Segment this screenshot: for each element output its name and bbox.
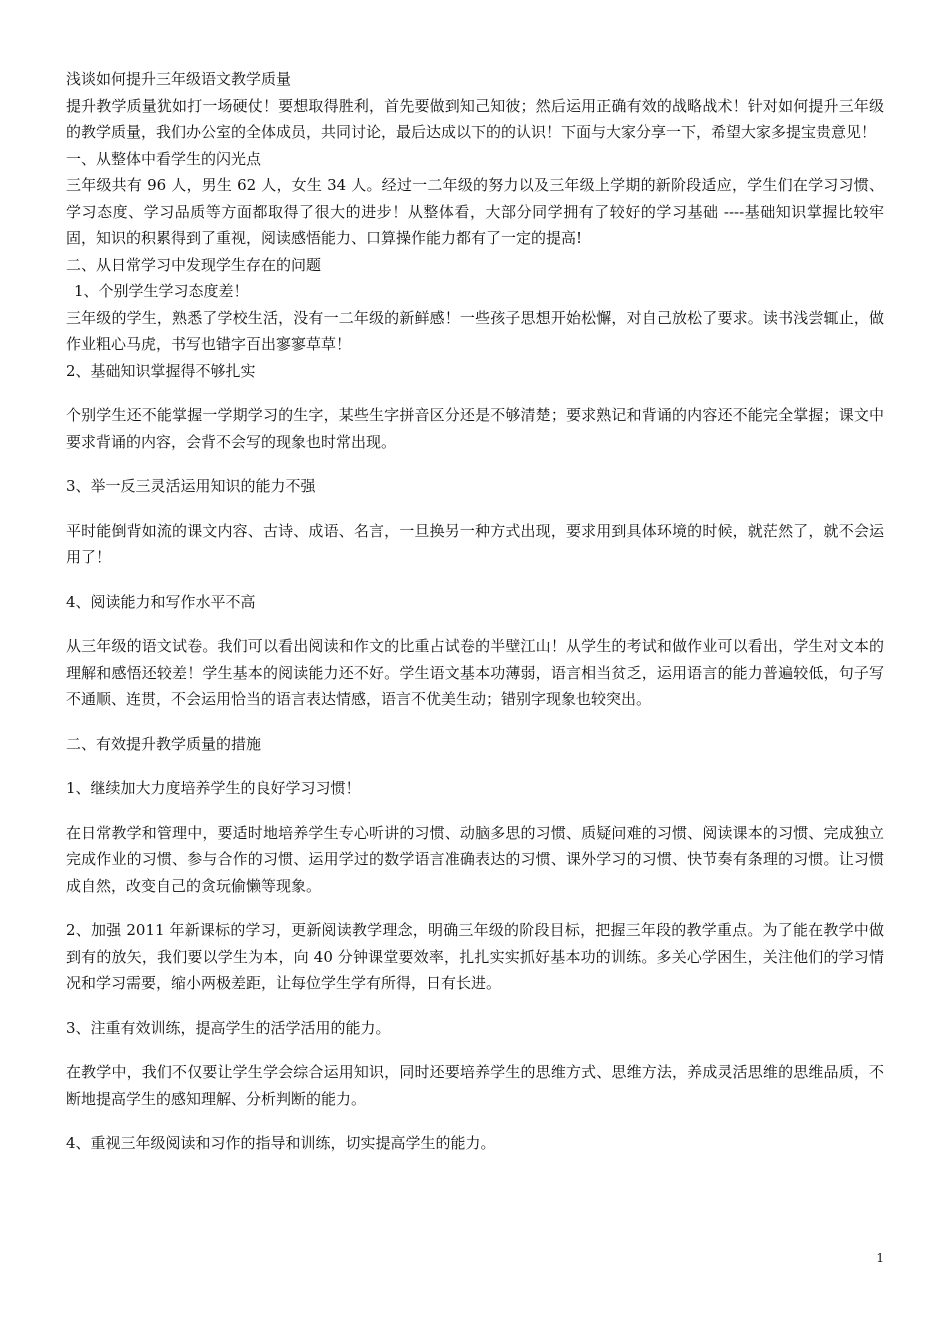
paragraph-habits: 在日常教学和管理中，要适时地培养学生专心听讲的习惯、动脑多思的习惯、质疑问难的习惯、阅读课本的习惯、完成独立完成作业的习惯、参与合作的习惯、运用学过的数学语言准确表达的习惯、课外学习的习惯、快节奏有条理的习惯。让习惯成自然，改变自己的贪玩偷懒等现象。 — [66, 823, 884, 895]
subheading-habits: 1、继续加大力度培养学生的良好学习习惯！ — [66, 779, 361, 797]
section-heading-1: 一、从整体中看学生的闪光点 — [66, 149, 262, 168]
section-heading-2: 二、从日常学习中发现学生存在的问题 — [66, 255, 322, 274]
subheading-basics: 2、基础知识掌握得不够扎实 — [66, 361, 256, 380]
paragraph-basics: 个别学生还不能掌握一学期学习的生字，某些生字拼音区分还是不够清楚；要求熟记和背诵的内容还不能完全掌握；课文中要求背诵的内容，会背不会写的现象也时常出现。 — [66, 406, 884, 451]
subheading-reading-guidance: 4、重视三年级阅读和习作的指导和训练，切实提高学生的能力。 — [66, 1134, 496, 1152]
paragraph-curriculum: 2、加强 2011 年新课标的学习，更新阅读教学理念，明确三年级的阶段目标，把握三年段的教学重点。为了能在教学中做到有的放矢，我们要以学生为本，向 40 分钟课堂要效率，扎扎实实抓好基本功的训练。多关心学困生，关注他们的学习情况和学习需要，缩小两极差距，让每位学生学有所得，日有长进。 — [66, 921, 884, 992]
subheading-reading-writing: 4、阅读能力和写作水平不高 — [66, 592, 256, 611]
document-body — [66, 66, 884, 1157]
paragraph-training: 在教学中，我们不仅要让学生学会综合运用知识，同时还要培养学生的思维方式、思维方法，养成灵活思维的思维品质，不断地提高学生的感知理解、分析判断的能力。 — [66, 1063, 884, 1108]
section-heading-measures: 二、有效提升教学质量的措施 — [66, 734, 262, 753]
document-title: 浅谈如何提升三年级语文教学质量 — [66, 70, 292, 88]
subheading-attitude: 1、个别学生学习态度差！ — [74, 282, 249, 300]
paragraph-reading-writing: 从三年级的语文试卷。我们可以看出阅读和作文的比重占试卷的半壁江山！从学生的考试和做作业可以看出，学生对文本的理解和感悟还较差！学生基本的阅读能力还不好。学生语文基本功薄弱，语言相当贫乏，运用语言的能力普遍较低，句子写不通顺、连贯，不会运用恰当的语言表达情感，语言不优美生动；错别字现象也较突出。 — [66, 637, 884, 708]
paragraph-intro: 提升教学质量犹如打一场硬仗！要想取得胜利，首先要做到知己知彼；然后运用正确有效的战略战术！针对如何提升三年级的教学质量，我们办公室的全体成员，共同讨论，最后达成以下的的认识！下面与大家分享一下，希望大家多提宝贵意见！ — [66, 96, 884, 141]
page-number: 1 — [876, 1251, 884, 1265]
paragraph-overview: 三年级共有 96 人，男生 62 人，女生 34 人。经过一二年级的努力以及三年级上学期的新阶段适应，学生们在学习习惯、学习态度、学习品质等方面都取得了很大的进步！从整体看，大部分同学拥有了较好的学习基础 ----基础知识掌握比较牢固，知识的积累得到了重视，阅读感悟能力、口算操作能力都有了一定的提高! — [66, 176, 884, 247]
paragraph-application: 平时能倒背如流的课文内容、古诗、成语、名言，一旦换另一种方式出现，要求用到具体环境的时候，就茫然了，就不会运用了！ — [66, 521, 884, 566]
paragraph-attitude: 三年级的学生，熟悉了学校生活，没有一二年级的新鲜感！一些孩子思想开始松懈，对自己放松了要求。读书浅尝辄止，做作业粗心马虎，书写也错字百出寥寥草草！ — [66, 308, 884, 353]
subheading-training: 3、注重有效训练，提高学生的活学活用的能力。 — [66, 1018, 391, 1037]
subheading-application: 3、举一反三灵活运用知识的能力不强 — [66, 477, 316, 495]
